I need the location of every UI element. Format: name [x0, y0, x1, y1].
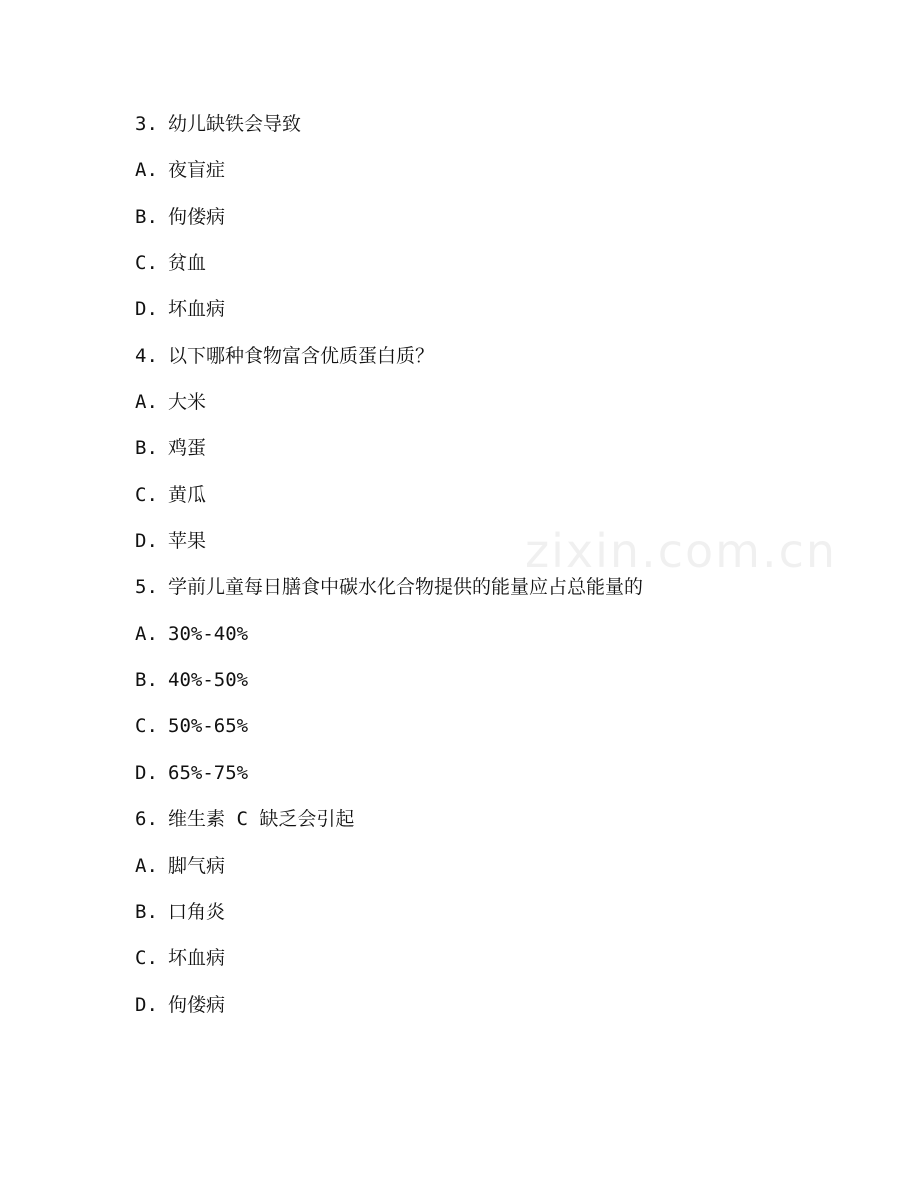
option-d [135, 985, 855, 1031]
question-text: 以下哪种食物富含优质蛋白质？ [168, 344, 435, 367]
option-text: 佝偻病 [168, 993, 226, 1016]
option-label: C. [135, 947, 158, 970]
question-text: 维生素 C 缺乏会引起 [168, 808, 355, 831]
option-label: A. [135, 622, 158, 645]
option-label: C. [135, 715, 158, 738]
option-text: 大米 [168, 391, 207, 414]
option-b [135, 892, 855, 938]
option-text: 苹果 [168, 530, 207, 553]
option-text: 鸡蛋 [168, 437, 207, 460]
option-text: 佝偻病 [168, 205, 226, 228]
question-number: 4. [135, 344, 158, 367]
question-4 [135, 336, 855, 382]
question-text: 幼儿缺铁会导致 [168, 113, 302, 135]
option-text: 65%-75% [168, 761, 249, 784]
option-text: 口角炎 [168, 900, 226, 923]
option-text: 脚气病 [168, 854, 226, 877]
option-b [135, 428, 855, 474]
option-label: A. [135, 391, 158, 414]
option-a [135, 846, 855, 892]
option-label: D. [135, 993, 158, 1016]
option-text: 40%-50% [168, 669, 249, 692]
option-text: 50%-65% [168, 715, 249, 738]
option-label: D. [135, 530, 158, 553]
option-a [135, 614, 855, 660]
option-text: 贫血 [168, 252, 207, 275]
question-6 [135, 799, 855, 845]
watermark: zixin.com.cn [525, 524, 838, 578]
option-label: B. [135, 437, 158, 460]
question-list [135, 104, 855, 1031]
option-c [135, 706, 855, 752]
option-b [135, 197, 855, 243]
option-label: A. [135, 854, 158, 877]
option-label: C. [135, 252, 158, 275]
option-a [135, 150, 855, 196]
option-c [135, 475, 855, 521]
option-label: B. [135, 669, 158, 692]
option-text: 30%-40% [168, 622, 249, 645]
option-a [135, 382, 855, 428]
option-text: 坏血病 [168, 947, 226, 970]
option-label: B. [135, 900, 158, 923]
question-number: 3. [135, 113, 158, 135]
option-b [135, 660, 855, 706]
question-number: 5. [135, 576, 158, 599]
question-3 [135, 104, 855, 150]
option-label: D. [135, 298, 158, 321]
option-d [135, 753, 855, 799]
option-c [135, 938, 855, 984]
question-number: 6. [135, 808, 158, 831]
option-text: 黄瓜 [168, 483, 207, 506]
question-5 [135, 567, 855, 613]
option-text: 夜盲症 [168, 159, 226, 182]
option-d [135, 289, 855, 335]
option-label: A. [135, 159, 158, 182]
question-text: 学前儿童每日膳食中碳水化合物提供的能量应占总能量的 [168, 576, 644, 599]
option-c [135, 243, 855, 289]
option-d [135, 521, 855, 567]
option-label: C. [135, 483, 158, 506]
option-text: 坏血病 [168, 298, 226, 321]
option-label: B. [135, 205, 158, 228]
option-label: D. [135, 761, 158, 784]
